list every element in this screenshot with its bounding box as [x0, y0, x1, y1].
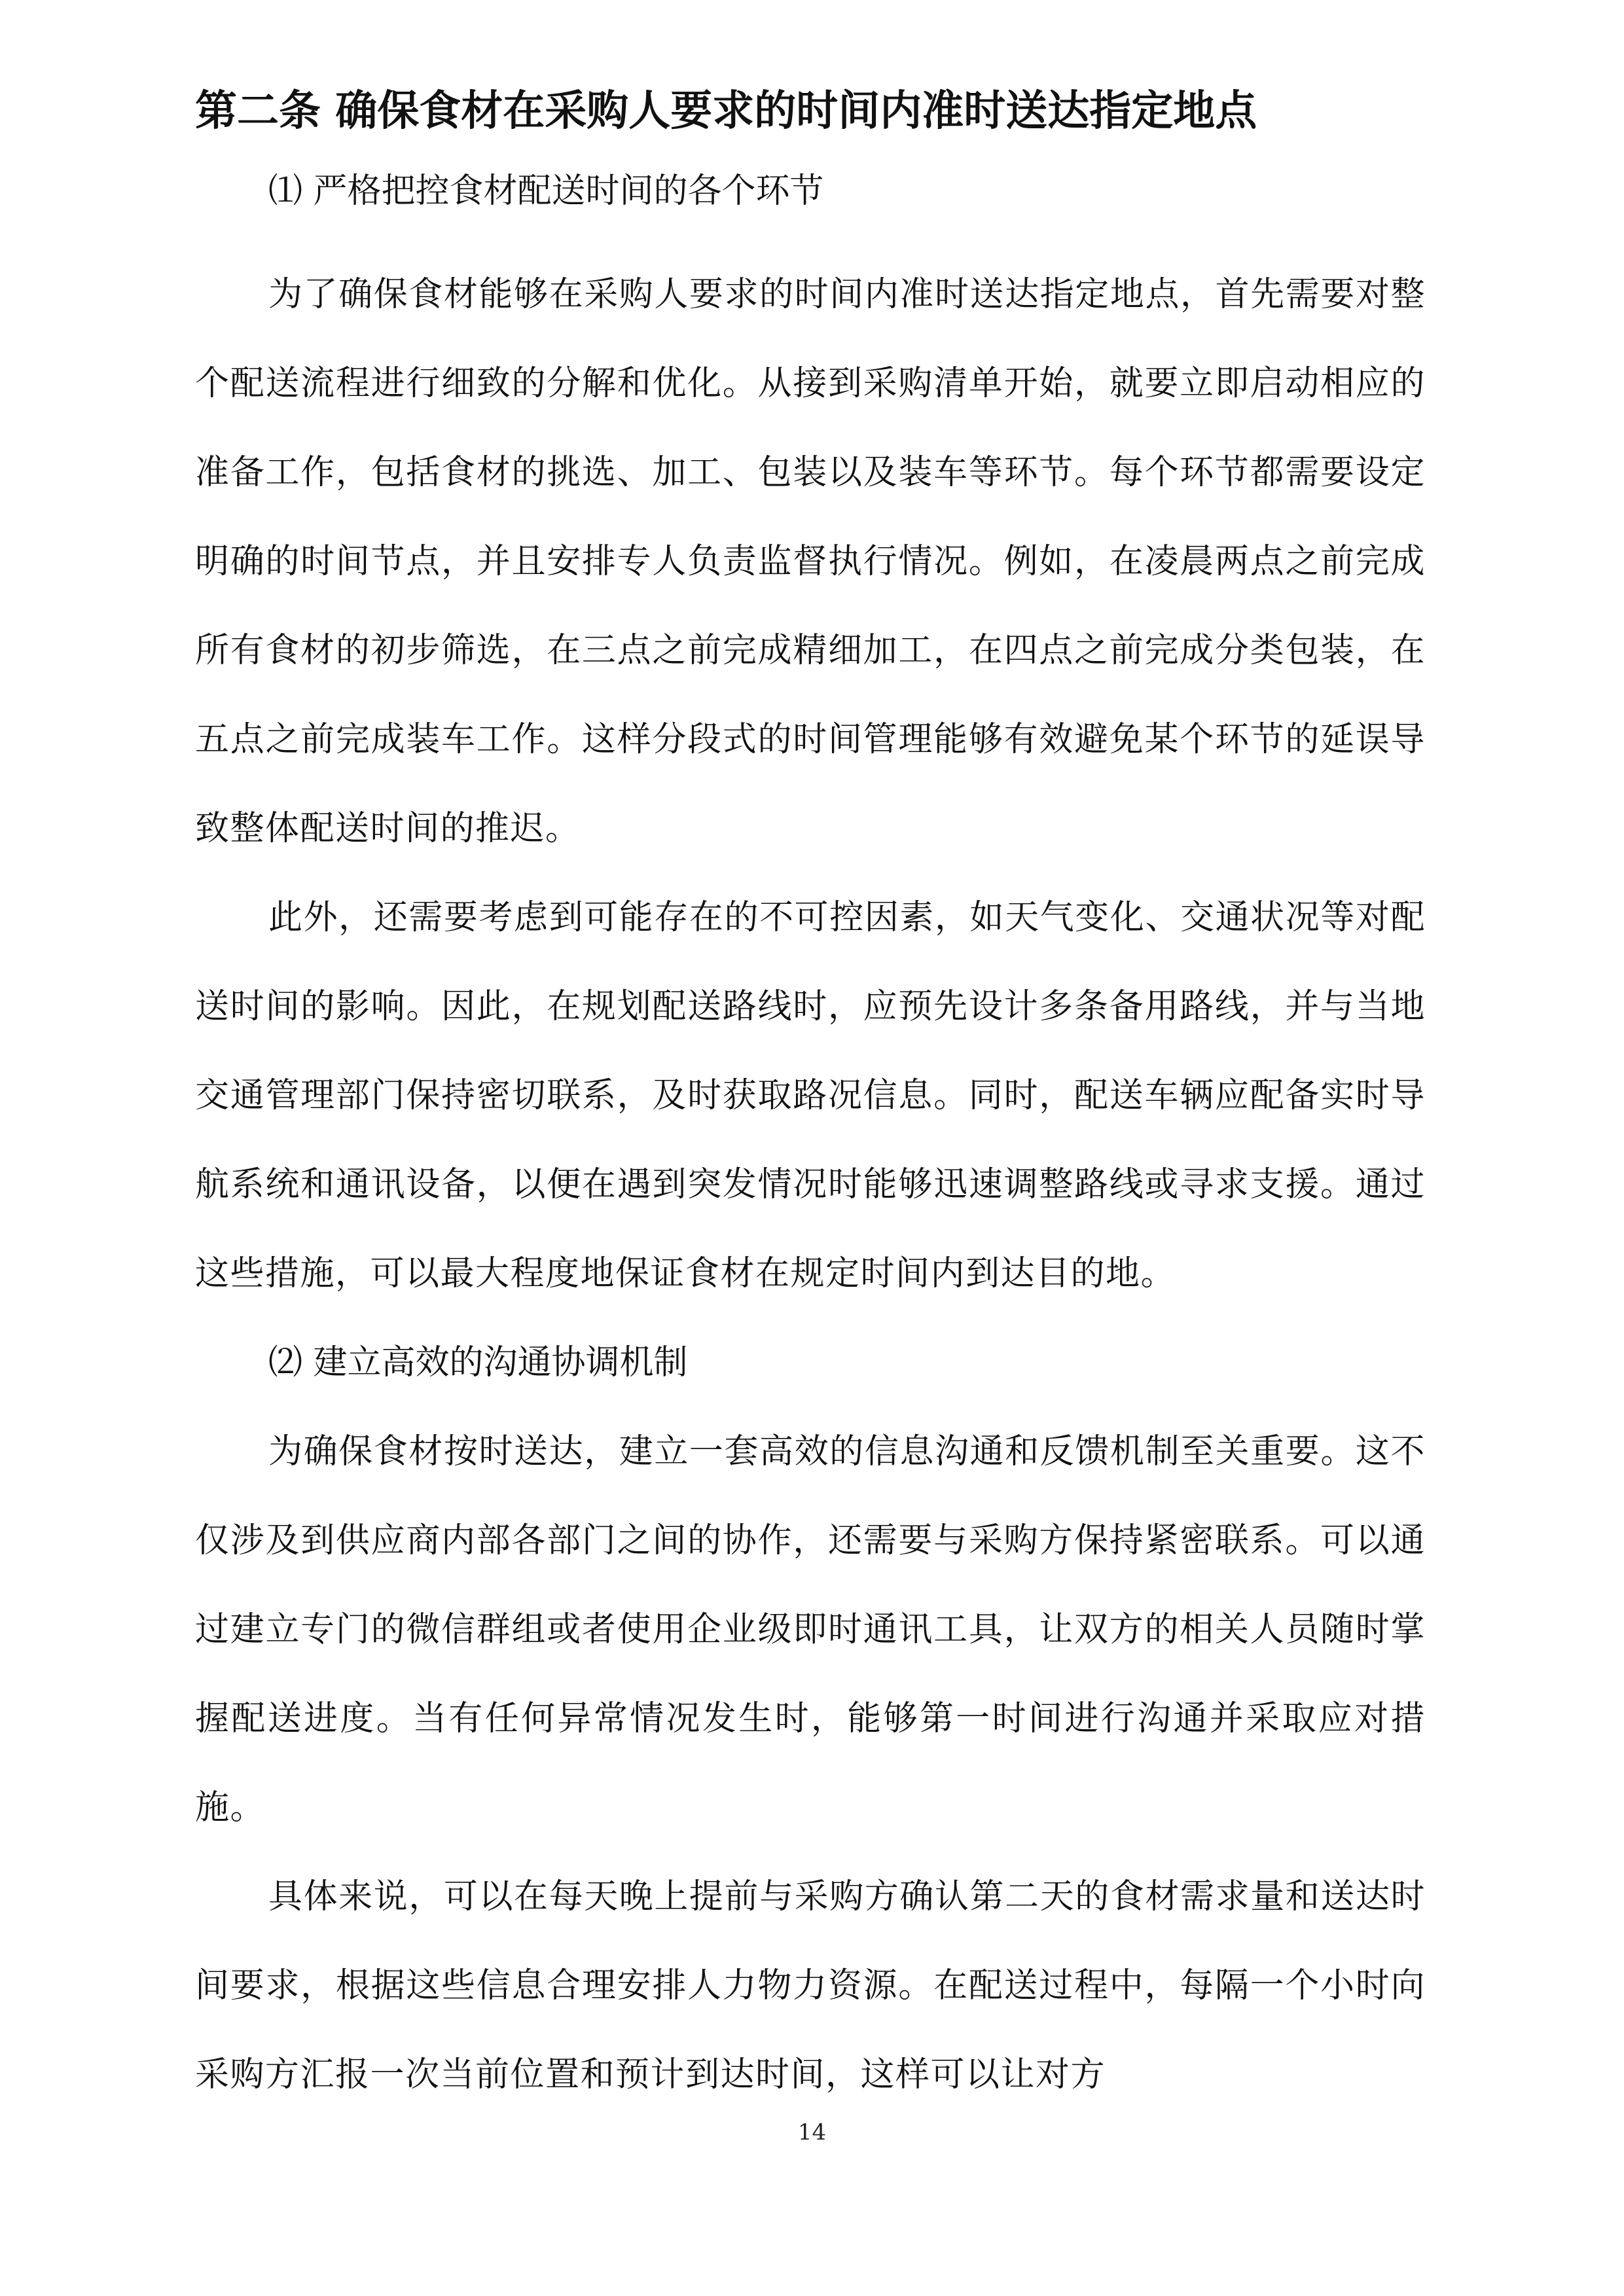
article-heading: 第二条 确保食材在采购人要求的时间内准时送达指定地点 [195, 87, 1257, 135]
page-number: 14 [797, 2119, 827, 2145]
section-2-title: ⑵ 建立高效的沟通协调机制 [268, 1343, 688, 1382]
paragraph-2: 此外，还需要考虑到可能存在的不可控因素，如天气变化、交通状况等对配送时间的影响。因此，在规划配送路线时，应预先设计多条备用路线，并与当地交通管理部门保持密切联系，及时获取路况信息。同时，配送车辆应配备实时导航系统和通讯设备，以便在遇到突发情况时能够迅速调整路线或寻求支援。通过这些措施，可以最大程度地保证食材在规定时间内到达目的地。 [195, 898, 1426, 1293]
page-content [195, 79, 1426, 2119]
paragraph-4: 具体来说，可以在每天晚上提前与采购方确认第二天的食材需求量和送达时间要求，根据这些信息合理安排人力物力资源。在配送过程中，每隔一个小时向采购方汇报一次当前位置和预计到达时间，这样可以让对方 [195, 1877, 1426, 2094]
paragraph-1: 为了确保食材能够在采购人要求的时间内准时送达指定地点，首先需要对整个配送流程进行细致的分解和优化。从接到采购清单开始，就要立即启动相应的准备工作，包括食材的挑选、加工、包装以及装车等环节。每个环节都需要设定明确的时间节点，并且安排专人负责监督执行情况。例如，在凌晨两点之前完成所有食材的初步筛选，在三点之前完成精细加工，在四点之前完成分类包装，在五点之前完成装车工作。这样分段式的时间管理能够有效避免某个环节的延误导致整体配送时间的推迟。 [195, 275, 1426, 848]
paragraph-3: 为确保食材按时送达，建立一套高效的信息沟通和反馈机制至关重要。这不仅涉及到供应商内部各部门之间的协作，还需要与采购方保持紧密联系。可以通过建立专门的微信群组或者使用企业级即时通讯工具，让双方的相关人员随时掌握配送进度。当有任何异常情况发生时，能够第一时间进行沟通并采取应对措施。 [195, 1432, 1426, 1827]
section-1-title: ⑴ 严格把控食材配送时间的各个环节 [268, 171, 824, 211]
